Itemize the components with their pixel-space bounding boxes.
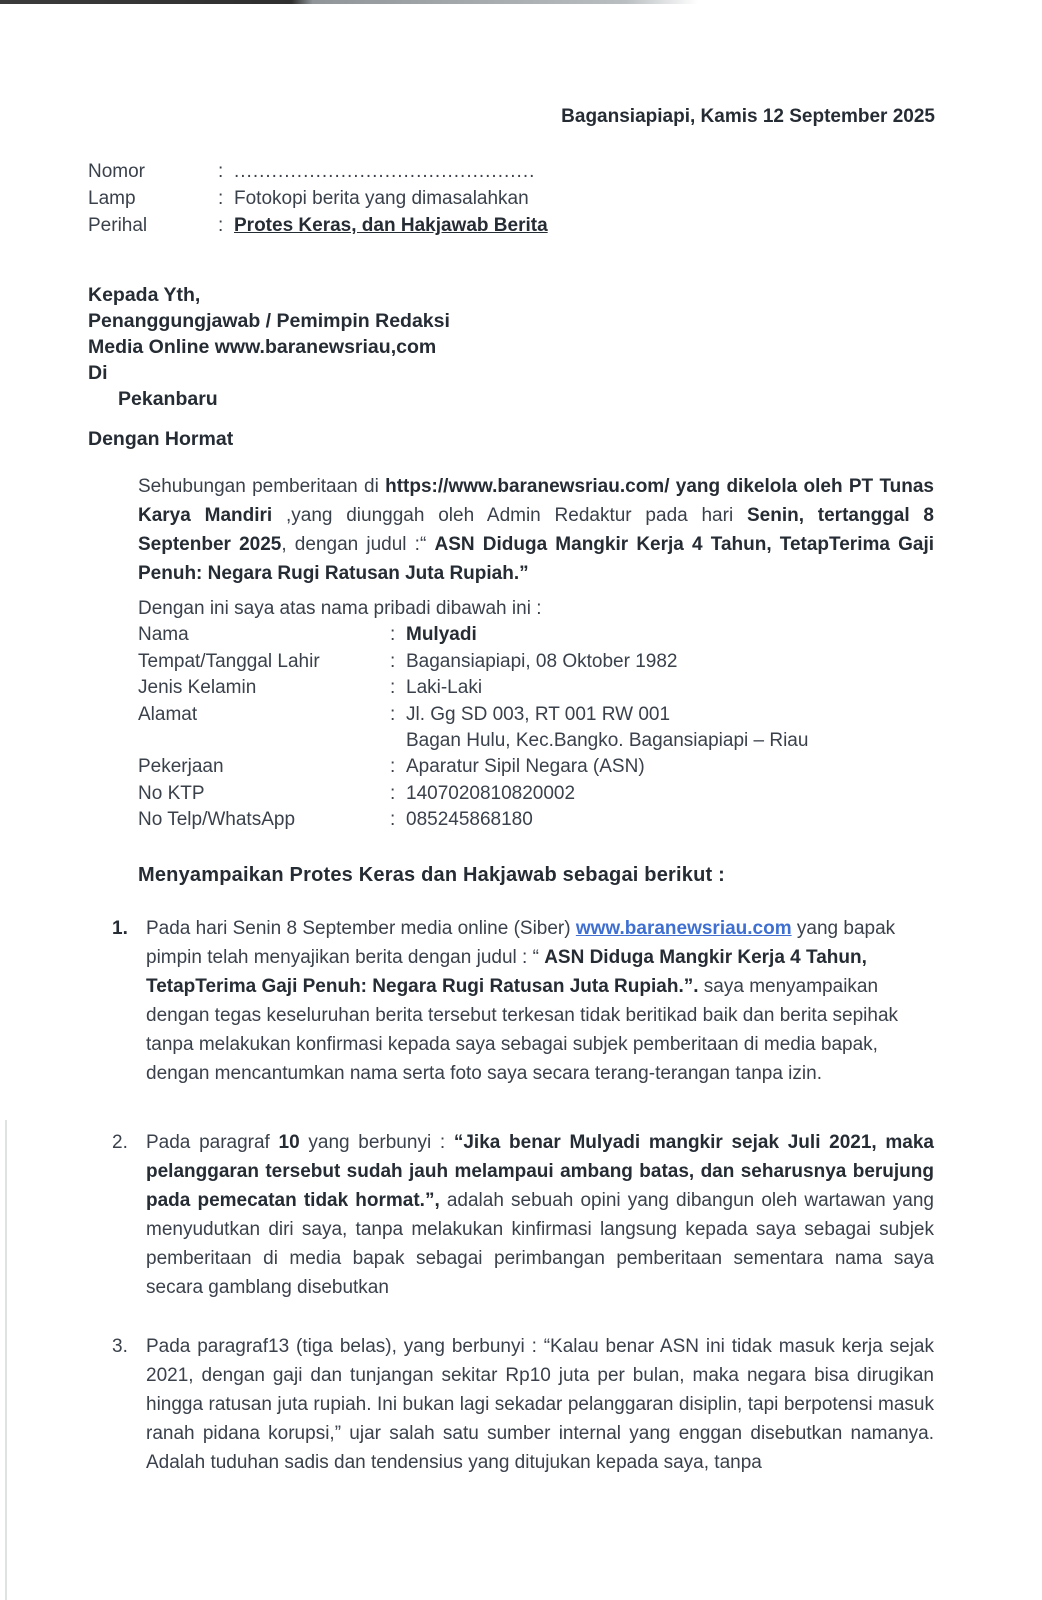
identity-value: Bagan Hulu, Kec.Bangko. Bagansiapiapi – Riau bbox=[406, 730, 809, 752]
meta-value-subject: Protes Keras, dan Hakjawab Berita bbox=[234, 215, 548, 236]
recipient-line: Di bbox=[88, 362, 108, 384]
identity-value: Aparatur Sipil Negara (ASN) bbox=[406, 756, 645, 778]
identity-row-alamat-cont bbox=[138, 728, 938, 754]
meta-row-nomor bbox=[88, 158, 548, 185]
item-number: 3. bbox=[112, 1336, 128, 1357]
identity-colon: : bbox=[390, 677, 396, 699]
item-text: Pada hari Senin 8 September media online (Siber) www.baranewsriau.com yang bapak pimpin telah menyajikan berita dengan judul : “ ASN Diduga Mangkir Kerja 4 Tahun, TetapTerima Gaji Penuh: Negara Rugi Ratusan Juta Rupiah.”. saya menyampaikan dengan tegas keseluruhan berita tersebut terkesan tidak beritikad baik dan berita sepihak tanpa melakukan konfirmasi kepada saya sebagai subjek pemberitaan di media bapak, dengan mencantumkan nama serta foto saya secara terang-terangan tanpa izin. bbox=[146, 918, 899, 1084]
recipient-city: Pekanbaru bbox=[118, 388, 218, 410]
meta-colon: : bbox=[218, 188, 224, 209]
identity-colon: : bbox=[390, 703, 396, 725]
protest-items bbox=[112, 914, 934, 1477]
meta-colon: : bbox=[218, 161, 224, 182]
identity-colon: : bbox=[390, 782, 396, 804]
identity-row-alamat bbox=[138, 702, 938, 728]
protest-item-1 bbox=[112, 914, 934, 1088]
meta-value: ................................................ bbox=[234, 161, 536, 182]
identity-label: Nama bbox=[138, 624, 189, 646]
meta-row-lamp bbox=[88, 185, 548, 212]
identity-colon bbox=[390, 728, 406, 754]
identity-label: Jenis Kelamin bbox=[138, 677, 257, 699]
identity-value: Laki-Laki bbox=[406, 677, 483, 699]
recipient-line: Media Online www.baranewsriau,com bbox=[88, 336, 437, 358]
item-number: 1. bbox=[112, 918, 128, 939]
meta-label: Nomor bbox=[88, 161, 146, 182]
identity-label bbox=[138, 728, 390, 754]
protest-item-2 bbox=[112, 1128, 934, 1302]
meta-colon: : bbox=[218, 215, 224, 236]
intro-paragraph: Sehubungan pemberitaan di https://www.baranewsriau.com/ yang dikelola oleh PT Tunas Karya Mandiri ,yang diunggah oleh Admin Redaktur pada hari Senin, tertanggal 8 Septenber 2025, dengan judul :“ ASN Diduga Mangkir Kerja 4 Tahun, TetapTerima Gaji Penuh: Negara Rugi Ratusan Juta Rupiah.” bbox=[138, 476, 934, 584]
identity-value: Bagansiapiapi, 08 Oktober 1982 bbox=[406, 650, 678, 672]
letter-date-line: Bagansiapiapi, Kamis 12 September 2025 bbox=[561, 106, 935, 127]
identity-value: Jl. Gg SD 003, RT 001 RW 001 bbox=[406, 703, 671, 725]
identity-row-nama bbox=[138, 622, 938, 648]
meta-label: Lamp bbox=[88, 188, 136, 209]
identity-colon: : bbox=[390, 650, 396, 672]
item-text: Pada paragraf 10 yang berbunyi : “Jika benar Mulyadi mangkir sejak Juli 2021, maka pelanggaran tersebut sudah jauh melampaui ambang batas, dan seharusnya berujung pada pemecatan tidak hormat.”, adalah sebuah opini yang dibangun oleh wartawan yang menyudutkan diri saya, tanpa melakukan kinfirmasi langsung kepada saya sebagai subjek pemberitaan di media bapak sebagai perimbangan pemberitaan sementara nama saya secara gamblang disebutkan bbox=[146, 1132, 935, 1298]
identity-row-ktp bbox=[138, 781, 938, 807]
recipient-line: Kepada Yth, bbox=[88, 284, 201, 306]
protest-item-3 bbox=[112, 1332, 934, 1477]
identity-block bbox=[138, 596, 938, 834]
identity-label: Tempat/Tanggal Lahir bbox=[138, 650, 320, 672]
identity-label: No Telp/WhatsApp bbox=[138, 809, 296, 831]
identity-label: Pekerjaan bbox=[138, 756, 224, 778]
item-text: Pada paragraf13 (tiga belas), yang berbunyi : “Kalau benar ASN ini tidak masuk kerja sejak 2021, dengan gaji dan tunjangan sekitar Rp10 juta per bulan, maka negara bisa dirugikan hingga ratusan juta rupiah. Ini bukan lagi sekadar pelanggaran disiplin, tapi berpotensi masuk ranah pidana korupsi,” ujar salah satu sumber internal yang enggan disebutkan namanya. Adalah tuduhan sadis dan tendensius yang ditujukan kepada saya, tanpa bbox=[146, 1336, 934, 1473]
item-number: 2. bbox=[112, 1132, 128, 1153]
identity-row-jenis-kelamin bbox=[138, 675, 938, 701]
recipient-line: Penanggungjawab / Pemimpin Redaksi bbox=[88, 310, 450, 332]
meta-row-perihal bbox=[88, 212, 548, 239]
identity-value: 1407020810820002 bbox=[406, 782, 576, 804]
recipient-block bbox=[88, 282, 450, 412]
meta-value: Fotokopi berita yang dimasalahkan bbox=[234, 188, 529, 209]
protest-heading: Menyampaikan Protes Keras dan Hakjawab sebagai berikut : bbox=[138, 864, 725, 886]
meta-label: Perihal bbox=[88, 215, 148, 236]
salutation: Dengan Hormat bbox=[88, 428, 234, 450]
identity-label: No KTP bbox=[138, 782, 205, 804]
identity-colon: : bbox=[390, 809, 396, 831]
identity-colon: : bbox=[390, 756, 396, 778]
identity-value: 085245868180 bbox=[406, 809, 533, 831]
identity-colon: : bbox=[390, 624, 396, 646]
identity-intro: Dengan ini saya atas nama pribadi dibawah ini : bbox=[138, 598, 542, 619]
identity-row-ttl bbox=[138, 649, 938, 675]
identity-row-pekerjaan bbox=[138, 754, 938, 780]
identity-row-telp bbox=[138, 807, 938, 833]
identity-label: Alamat bbox=[138, 703, 198, 725]
letter-meta-block bbox=[88, 158, 548, 239]
scan-edge-artifact-top bbox=[0, 0, 1042, 4]
scan-edge-artifact-left bbox=[5, 1120, 7, 1600]
identity-value-name: Mulyadi bbox=[406, 624, 477, 646]
